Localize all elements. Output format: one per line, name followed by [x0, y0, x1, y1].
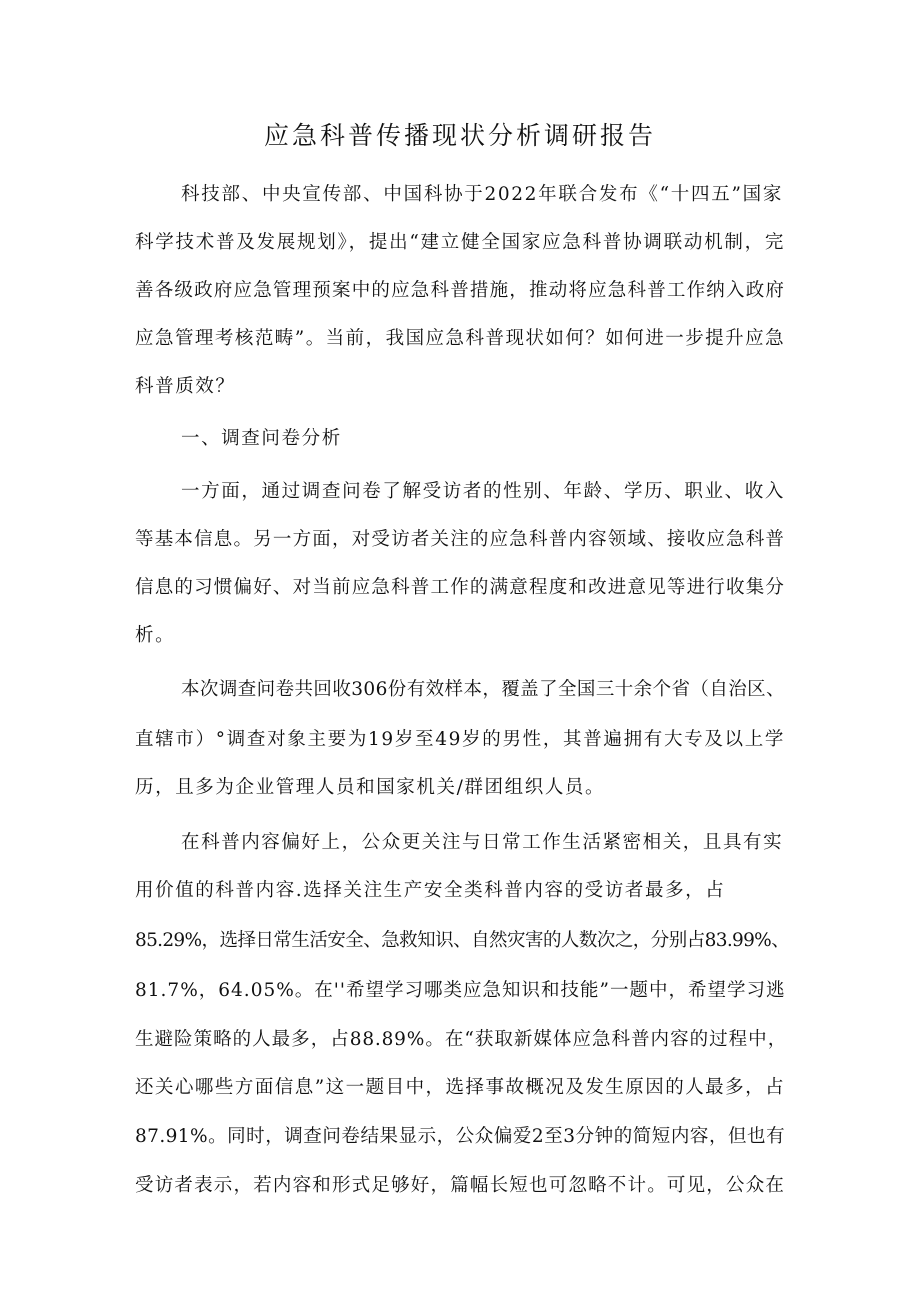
text-line: 生避险策略的人最多，占88.89%。在“获取新媒体应急科普内容的过程中，	[135, 1029, 787, 1050]
text-line: 科技部、中央宣传部、中国科协于2022年联合发布《“十四五”国家	[181, 184, 783, 205]
text-line: 信息的习惯偏好、对当前应急科普工作的满意程度和改进意见等进行收集分	[135, 577, 786, 598]
text-line: 本次调查问卷共回收306份有效样本，覆盖了全国三十余个省（自治区、	[181, 679, 785, 700]
text-line: 应急管理考核范畴”。当前，我国应急科普现状如何？如何进一步提升应急	[135, 328, 785, 349]
text-line: 历，且多为企业管理人员和国家机关/群团组织人员。	[135, 777, 606, 798]
text-line: 等基本信息。另一方面，对受访者关注的应急科普内容领域、接收应急科普	[135, 529, 786, 550]
text-line: 科普质效？	[135, 376, 236, 397]
page-title: 应急科普传播现状分析调研报告	[263, 121, 656, 150]
text-line: 善各级政府应急管理预案中的应急科普措施，推动将应急科普工作纳入政府	[135, 280, 786, 301]
text-line: 受访者表示，若内容和形式足够好，篇幅长短也可忽略不计。可见，公众在	[135, 1175, 786, 1196]
text-line: 析。	[135, 625, 176, 646]
text-line: 85.29%，选择日常生活安全、急救知识、自然灾害的人数次之，分别占83.99%、	[135, 930, 789, 951]
text-line: 科学技术普及发展规划》，提出“建立健全国家应急科普协调联动机制，完	[135, 232, 785, 253]
text-line: 81.7%，64.05%。在''希望学习哪类应急知识和技能”一题中，希望学习逃	[135, 980, 786, 1001]
section-heading: 一、调查问卷分析	[181, 428, 342, 449]
text-line: 直辖市）°调查对象主要为19岁至49岁的男性，其普遍拥有大专及以上学	[135, 729, 785, 750]
text-line: 87.91%。同时，调查问卷结果显示，公众偏爱2至3分钟的简短内容，但也有	[135, 1126, 785, 1147]
text-line: 还关心哪些方面信息”这一题目中，选择事故概况及发生原因的人最多，占	[135, 1077, 785, 1098]
text-line: 在科普内容偏好上，公众更关注与日常工作生活紧密相关，且具有实	[181, 832, 783, 853]
text-line: 用价值的科普内容.选择关注生产安全类科普内容的受访者最多，占	[135, 880, 726, 901]
text-line: 一方面，通过调查问卷了解受访者的性别、年龄、学历、职业、收入	[181, 481, 785, 502]
